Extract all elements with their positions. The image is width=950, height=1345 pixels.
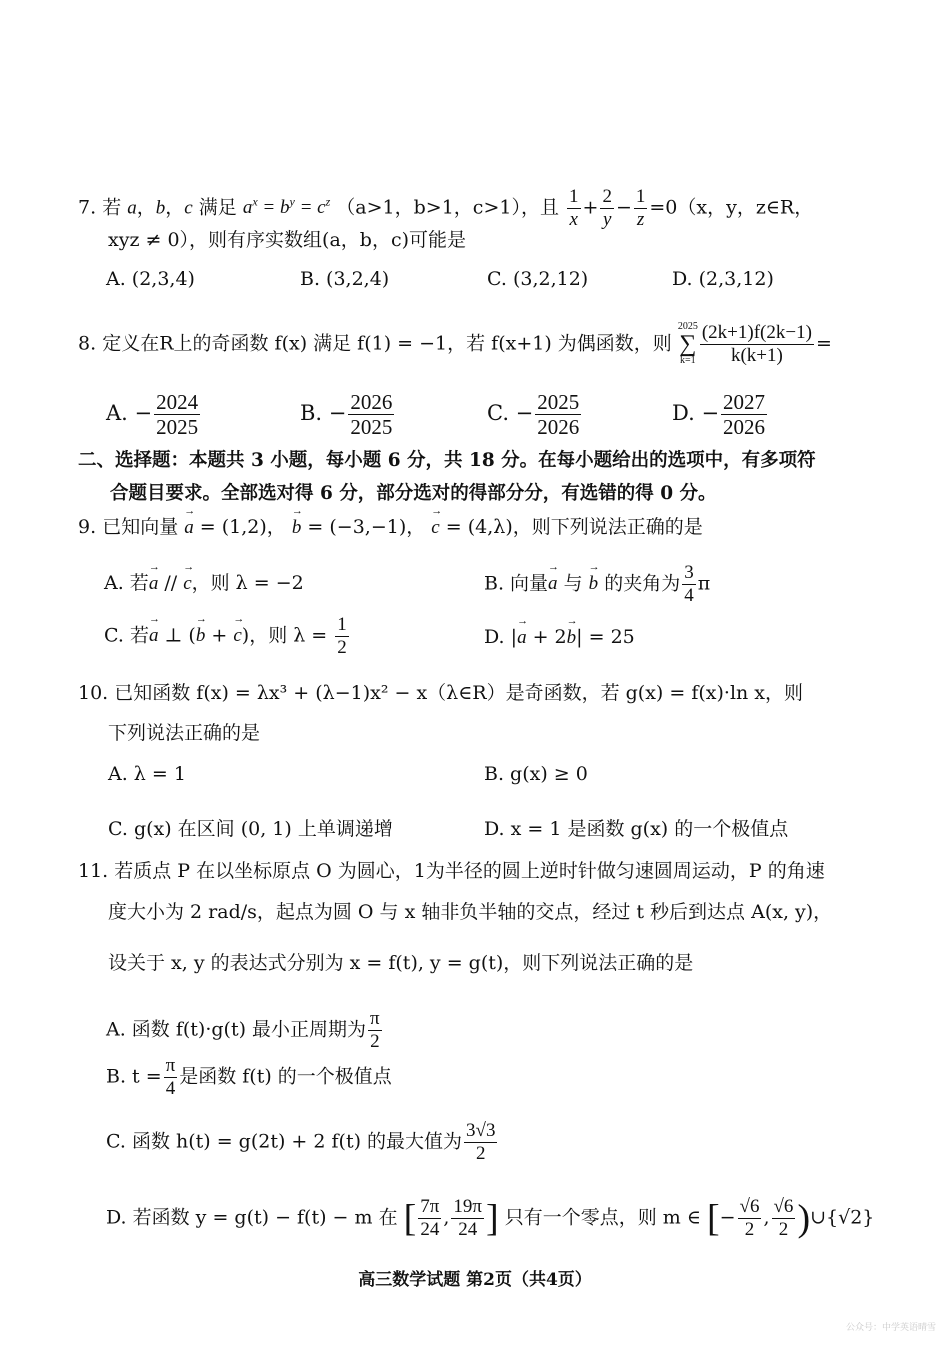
q11-line1: 11. 若质点 P 在以坐标原点 O 为圆心，1为半径的圆上逆时针做匀速圆周运动，P 的角速 [78,860,825,882]
q10-number: 10. [78,682,109,704]
q8-option-d: D. − $\frac{2027}{2026}$ [672,390,766,440]
q7-condition: （a>1，b>1，c>1），且 [336,196,559,219]
q8-option-c: C. − $\frac{2025}{2026}$ [487,390,580,440]
q8-line1: 8. 定义在R上的奇函数 f(x) 满足 f(1) = −1，若 f(x+1) 为偶函数，则 2025 ∑ k=1 $\frac{(2k+1)f(2k-1)}{k(k+1)}$ = [78,321,832,367]
q11-number: 11. [78,860,109,882]
q7-text: 若 [102,196,122,219]
q10-option-b: B. g(x) ≥ 0 [484,763,588,785]
q9-option-b: B. 向量→ a 与 → b 的夹角为 $\frac{3}{4}$ π [484,562,710,607]
q7-option-c: C. (3,2,12) [487,268,589,290]
q8-sum-fraction: $\frac{(2k+1)f(2k-1)}{k(k+1)}$ [701,322,812,366]
q11-option-a: A. 函数 f(t)·g(t) 最小正周期为 $\frac{\pi}{2}$ [106,1008,380,1052]
q11-line3: 设关于 x, y 的表达式分别为 x = f(t), y = g(t)，则下列说法正确的是 [108,952,694,974]
q9-option-d: D. |→ a + 2→ b| = 25 [484,626,635,650]
q7-option-a: A. (2,3,4) [106,268,195,290]
section2-heading: 二、选择题：本题共 3 小题，每小题 6 分，共 18 分。在每小题给出的选项中，有多项符 [78,450,816,471]
q8-text: 定义在R上的奇函数 f(x) 满足 f(1) = −1，若 f(x+1) 为偶函数，则 [102,332,672,355]
q9-option-c: C. 若→ a ⊥ (→ b + → c)，则 λ = $\frac{1}{2}$ [104,614,351,659]
q7-option-b: B. (3,2,4) [300,268,390,290]
q10-option-a: A. λ = 1 [108,763,186,785]
q8-number: 8. [78,332,97,355]
q10-line2: 下列说法正确的是 [108,722,261,744]
frac-1-x: $\frac{1}{x}$ [569,186,579,230]
q11-option-c: C. 函数 h(t) = g(2t) + 2 f(t) 的最大值为 $\frac{3√3}{2}$ [106,1120,496,1164]
q11-option-d: D. 若函数 y = g(t) − f(t) − m 在 [ $\frac{7\pi}{24}$ , $\frac{19\pi}{24}$ ] 只有一个零点，则 m ∈ [− $\frac{√6}{2}$ , $\frac{√6}{2}$ )∪{√2} [106,1196,875,1240]
q11-line2: 度大小为 2 rad/s，起点为圆 O 与 x 轴非负半轴的交点，经过 t 秒后到达点 A(x, y)， [108,901,833,923]
watermark: 公众号：中学英语晴雪 [845,1323,936,1333]
frac-2-y: $\frac{2}{y}$ [602,186,612,230]
q10-option-d: D. x = 1 是函数 g(x) 的一个极值点 [484,818,789,840]
q9-line1: 9. 已知向量 → a = (1,2)， → b = (−3,−1)， → c = (4,λ)，则下列说法正确的是 [78,516,703,540]
q9-number: 9. [78,516,97,538]
q8-option-a: A. − $\frac{2024}{2025}$ [106,390,199,440]
summation: 2025 ∑ k=1 [677,321,698,367]
section2-instructions: 合题目要求。全部选对得 6 分，部分选对的得部分分，有选错的得 0 分。 [110,483,717,504]
q11-option-b: B. t = $\frac{\pi}{4}$ 是函数 f(t) 的一个极值点 [106,1055,392,1099]
q10-option-c: C. g(x) 在区间 (0, 1) 上单调递增 [108,818,393,840]
q9-option-a: A. 若→ a // → c，则 λ = −2 [104,572,304,596]
page-footer: 高三数学试题 第2页（共4页） [358,1270,592,1290]
frac-1-z: $\frac{1}{z}$ [635,186,646,230]
q10-line1: 10. 已知函数 f(x) = λx³ + (λ−1)x² − x（λ∈R）是奇函数，若 g(x) = f(x)·ln x，则 [78,682,804,704]
q7-line1: 7. 若 a，b，c 满足 $a^x = b^y = c^z$ （a>1，b>1，c>1），且 $\frac{1}{x}$ + $\frac{2}{y}$ − $\frac{1}{z}$ =0（x，y，z∈R， [78,186,814,230]
q7-number: 7. [78,196,97,219]
q7-line2: xyz ≠ 0），则有序实数组(a，b，c)可能是 [108,229,467,251]
q8-option-b: B. − $\frac{2026}{2025}$ [300,390,393,440]
q7-option-d: D. (2,3,12) [672,268,774,290]
